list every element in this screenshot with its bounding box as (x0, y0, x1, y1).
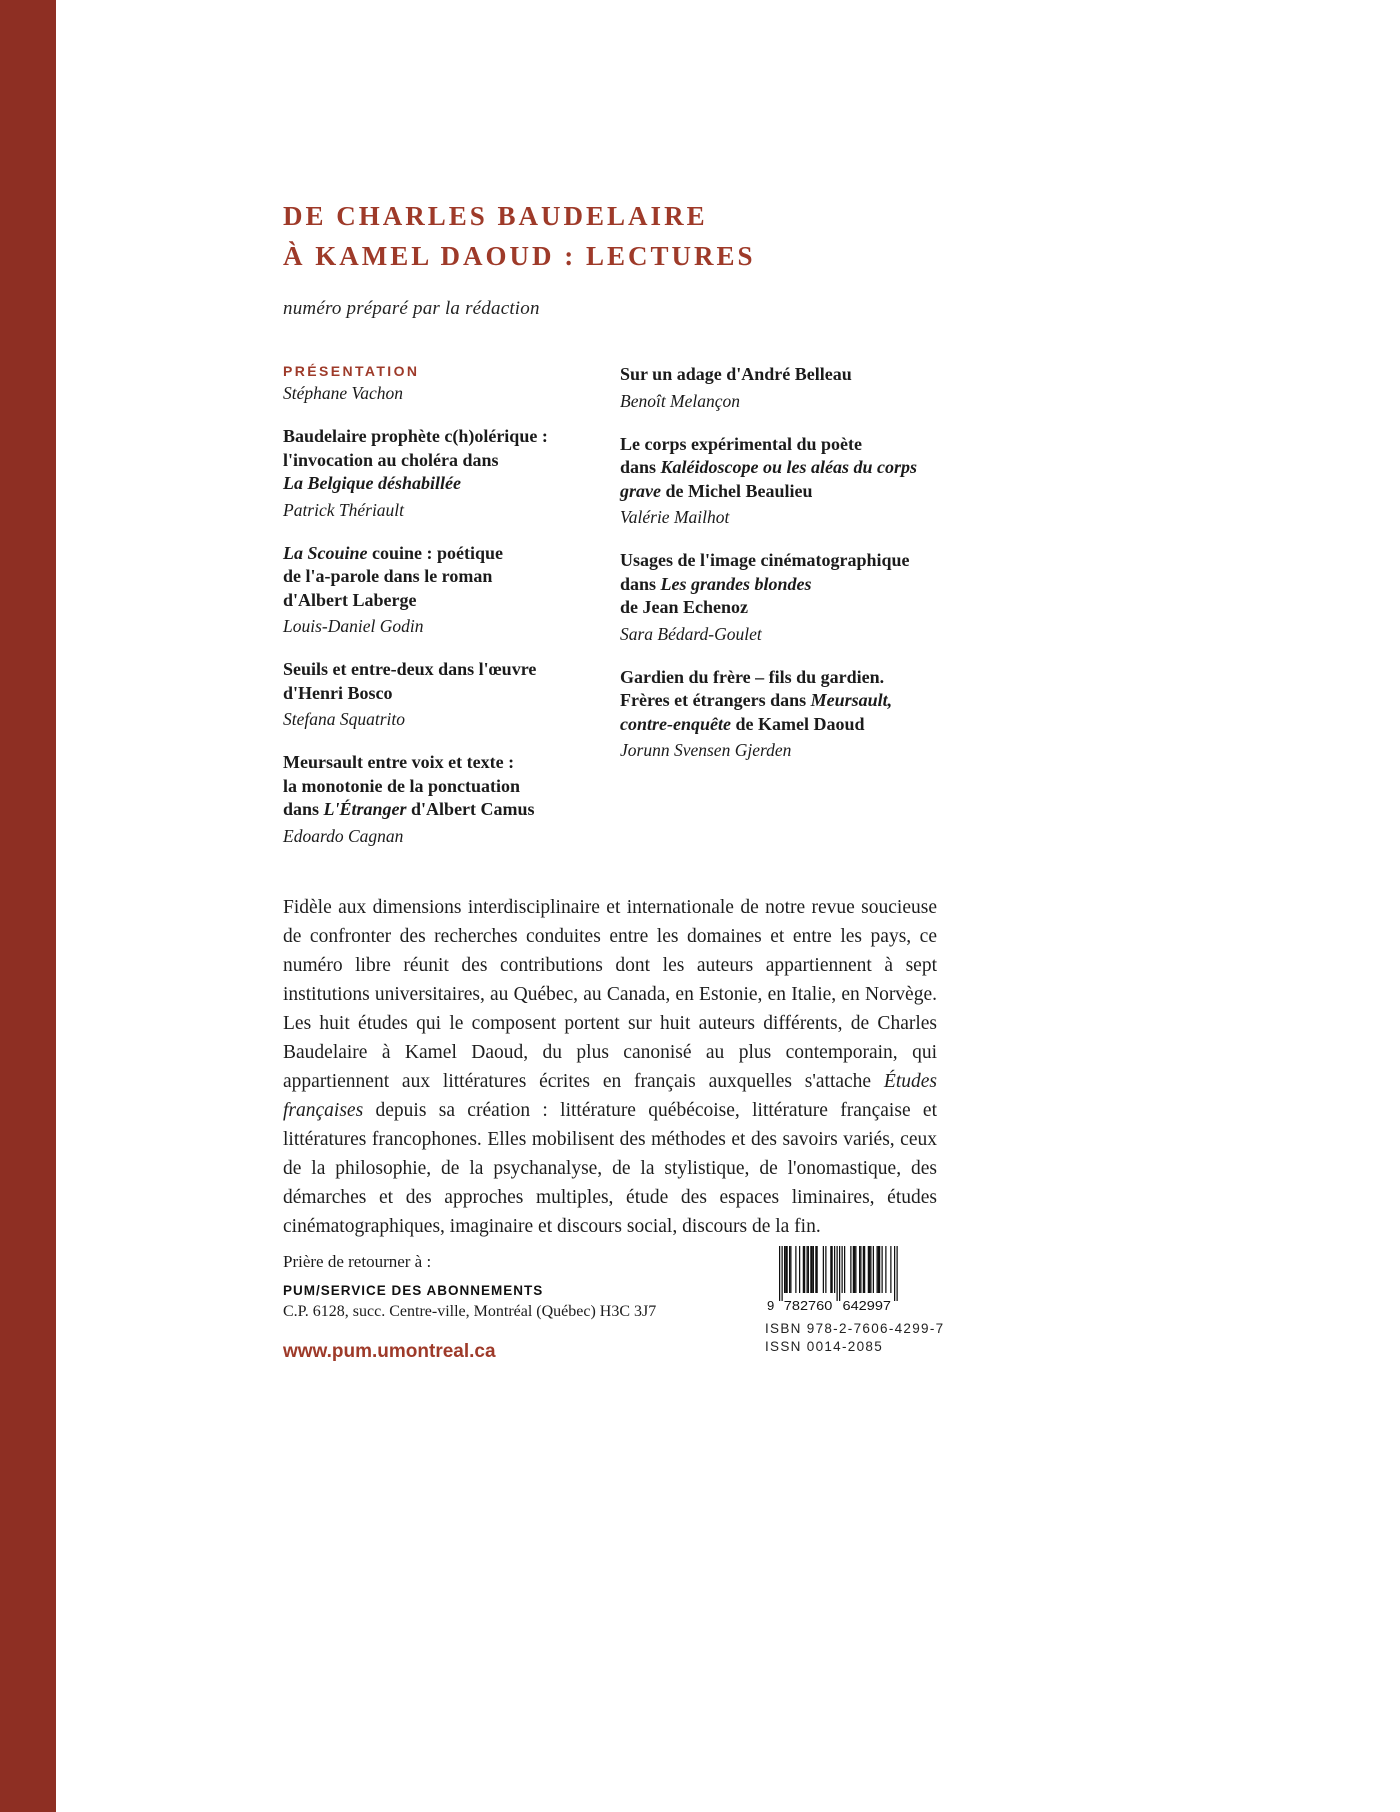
issn-text: ISSN 0014-2085 (765, 1339, 884, 1354)
barcode (765, 1246, 905, 1312)
toc-entry (620, 433, 973, 529)
article-title: Seuils et entre-deux dans l'œuvre d'Henri Bosco (283, 659, 537, 703)
subscription-address: C.P. 6128, succ. Centre-ville, Montréal (Québec) H3C 3J7 (283, 1303, 657, 1320)
toc-entry (283, 425, 620, 521)
return-instruction: Prière de retourner à : (283, 1252, 432, 1271)
toc-entry (620, 549, 973, 645)
issue-description: Fidèle aux dimensions interdisciplinaire et internationale de notre revue soucieuse de confronter des recherches conduites entre les domaines et entre les pays, ce numéro libre réunit des contributions dont les auteurs appartiennent à sept institutions universitaires, au Québec, au Canada, en Estonie, en Italie, en Norvège. Les huit études qui le composent portent sur huit auteurs différents, de Charles Baudelaire à Kamel Daoud, du plus canonisé au plus contemporain, qui appartiennent aux littératures écrites en français auxquelles s'attache Études françaises depuis sa création : littérature québécoise, littérature française et littératures francophones. Elles mobilisent des méthodes et des savoirs variés, ceux de la philosophie, de la psychanalyse, de la stylistique, de l'onomastique, des démarches et des approches multiples, étude des espaces liminaires, études cinématographiques, imaginaire et discours social, discours de la fin. (283, 897, 937, 1237)
article-title: Baudelaire prophète c(h)olérique : l'invocation au choléra dans La Belgique déshabillée (283, 426, 548, 493)
presentation-author: Stéphane Vachon (283, 383, 404, 403)
svg-text:782760: 782760 (783, 1298, 833, 1312)
table-of-contents (283, 363, 973, 868)
toc-entry (283, 751, 620, 847)
isbn-text: ISBN 978-2-7606-4299-7 (765, 1321, 945, 1336)
issue-title (283, 196, 1043, 276)
subscription-service-name: PUM/SERVICE DES ABONNEMENTS (283, 1283, 544, 1298)
cover-header (283, 196, 1043, 320)
svg-text:9: 9 (767, 1298, 775, 1312)
article-author: Edoardo Cagnan (283, 825, 404, 846)
svg-text:642997: 642997 (842, 1298, 891, 1312)
toc-right-column (620, 363, 973, 868)
article-title: Sur un adage d'André Belleau (620, 364, 852, 384)
article-author: Louis-Daniel Godin (283, 616, 424, 636)
toc-entry (620, 666, 973, 762)
spine-strip (0, 0, 56, 1812)
article-author: Sara Bédard-Goulet (620, 623, 762, 644)
article-title: Usages de l'image cinématographique dans Les grandes blondes de Jean Echenoz (620, 550, 910, 617)
article-author: Patrick Thériault (283, 499, 405, 520)
website-url: www.pum.umontreal.ca (283, 1341, 496, 1362)
toc-entry (283, 542, 620, 638)
article-author: Benoît Melançon (620, 390, 741, 411)
article-title: La Scouine couine : poétique de l'a-parole dans le roman d'Albert Laberge (283, 542, 504, 610)
issue-title-line1: DE CHARLES BAUDELAIRE (283, 201, 708, 231)
issue-subtitle: numéro préparé par la rédaction (283, 298, 540, 319)
cover-footer (283, 1252, 1003, 1392)
presentation-entry (283, 363, 620, 404)
isbn-block (765, 1246, 965, 1354)
article-author: Jorunn Svensen Gjerden (620, 740, 792, 760)
presentation-label: PRÉSENTATION (283, 363, 420, 379)
article-title: Gardien du frère – fils du gardien. Frères et étrangers dans Meursault, contre-enquête de Kamel Daoud (620, 666, 893, 734)
toc-entry (283, 658, 620, 730)
toc-left-column (283, 363, 620, 868)
article-author: Valérie Mailhot (620, 507, 730, 527)
issue-title-line2: À KAMEL DAOUD : LECTURES (283, 241, 756, 271)
article-author: Stefana Squatrito (283, 709, 406, 729)
article-title: Meursault entre voix et texte : la monotonie de la ponctuation dans L'Étranger d'Albert Camus (283, 752, 535, 819)
toc-entry (620, 363, 973, 412)
article-title: Le corps expérimental du poète dans Kaléidoscope ou les aléas du corps grave de Michel Beaulieu (620, 433, 918, 501)
